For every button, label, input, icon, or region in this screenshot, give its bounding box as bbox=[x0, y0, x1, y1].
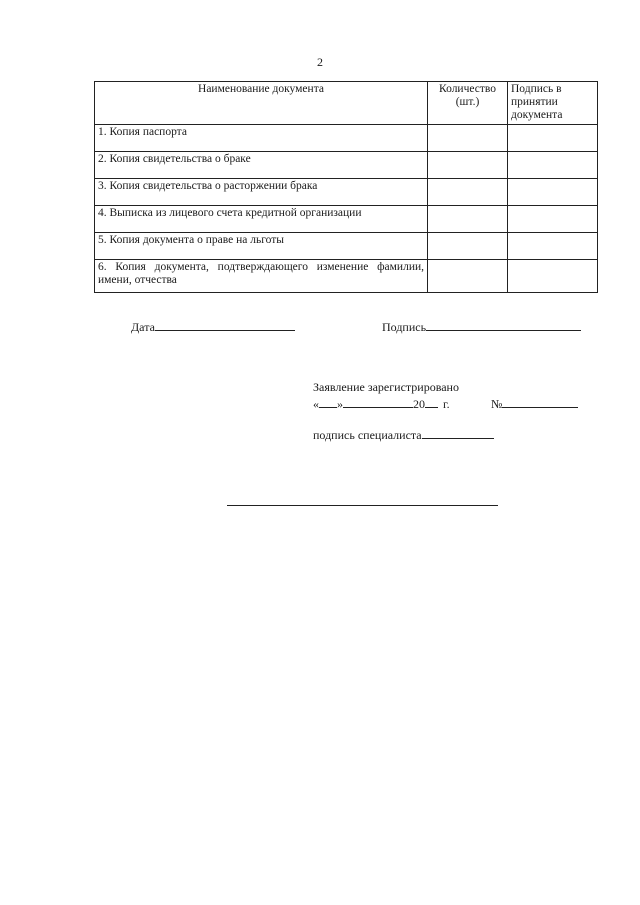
table-row bbox=[95, 233, 598, 260]
documents-table bbox=[94, 81, 598, 293]
header-document-name: Наименование документа bbox=[95, 82, 428, 125]
quantity-cell[interactable] bbox=[428, 260, 508, 293]
specialist-signature-line[interactable] bbox=[422, 427, 494, 439]
document-name-cell: 3. Копия свидетельства о расторжении брака bbox=[95, 179, 428, 206]
open-quote: « bbox=[313, 397, 319, 411]
quantity-cell[interactable] bbox=[428, 206, 508, 233]
registration-number-field bbox=[491, 396, 578, 412]
signature-cell[interactable] bbox=[508, 233, 598, 260]
document-name-cell: 5. Копия документа о праве на льготы bbox=[95, 233, 428, 260]
year-suffix: г. bbox=[443, 397, 450, 411]
header-signature bbox=[508, 82, 598, 125]
registration-title: Заявление зарегистрировано bbox=[313, 380, 459, 394]
number-input-line[interactable] bbox=[502, 396, 578, 408]
quantity-cell[interactable] bbox=[428, 179, 508, 206]
document-name-cell: 2. Копия свидетельства о браке bbox=[95, 152, 428, 179]
document-name-cell: 1. Копия паспорта bbox=[95, 125, 428, 152]
month-input-line[interactable] bbox=[343, 396, 413, 408]
document-name-cell: 6. Копия документа, подтверждающего изменение фамилии, имени, отчества bbox=[95, 260, 428, 293]
header-quantity-line: (шт.) bbox=[455, 96, 480, 108]
header-signature-line: документа bbox=[511, 109, 563, 121]
table-row bbox=[95, 179, 598, 206]
signature-cell[interactable] bbox=[508, 152, 598, 179]
page-number: 2 bbox=[317, 55, 323, 69]
header-quantity-line: Количество bbox=[439, 83, 496, 95]
date-input-line[interactable] bbox=[155, 319, 295, 331]
signature-cell[interactable] bbox=[508, 179, 598, 206]
signature-input-line[interactable] bbox=[426, 319, 581, 331]
header-signature-line: Подпись в bbox=[511, 83, 562, 95]
day-input-line[interactable] bbox=[319, 396, 337, 408]
signature-cell[interactable] bbox=[508, 260, 598, 293]
number-sign: № bbox=[491, 397, 503, 411]
close-quote: » bbox=[337, 397, 343, 411]
table-header-row bbox=[95, 82, 598, 125]
year-input-line[interactable] bbox=[425, 396, 438, 408]
table-row bbox=[95, 125, 598, 152]
specialist-signature-field bbox=[313, 427, 494, 443]
registration-date-line bbox=[313, 396, 450, 412]
signature-label: Подпись bbox=[382, 320, 427, 334]
specialist-signature-label: подпись специалиста bbox=[313, 428, 422, 442]
document-name-cell: 4. Выписка из лицевого счета кредитной организации bbox=[95, 206, 428, 233]
bottom-divider-line bbox=[227, 505, 498, 506]
quantity-cell[interactable] bbox=[428, 233, 508, 260]
table-row bbox=[95, 260, 598, 293]
table-row bbox=[95, 206, 598, 233]
date-field bbox=[131, 319, 295, 335]
signature-cell[interactable] bbox=[508, 206, 598, 233]
date-label: Дата bbox=[131, 320, 155, 334]
quantity-cell[interactable] bbox=[428, 125, 508, 152]
signature-cell[interactable] bbox=[508, 125, 598, 152]
table-row bbox=[95, 152, 598, 179]
year-century: 20 bbox=[413, 397, 425, 411]
quantity-cell[interactable] bbox=[428, 152, 508, 179]
header-signature-line: принятии bbox=[511, 96, 558, 108]
signature-field bbox=[382, 319, 581, 335]
header-quantity bbox=[428, 82, 508, 125]
